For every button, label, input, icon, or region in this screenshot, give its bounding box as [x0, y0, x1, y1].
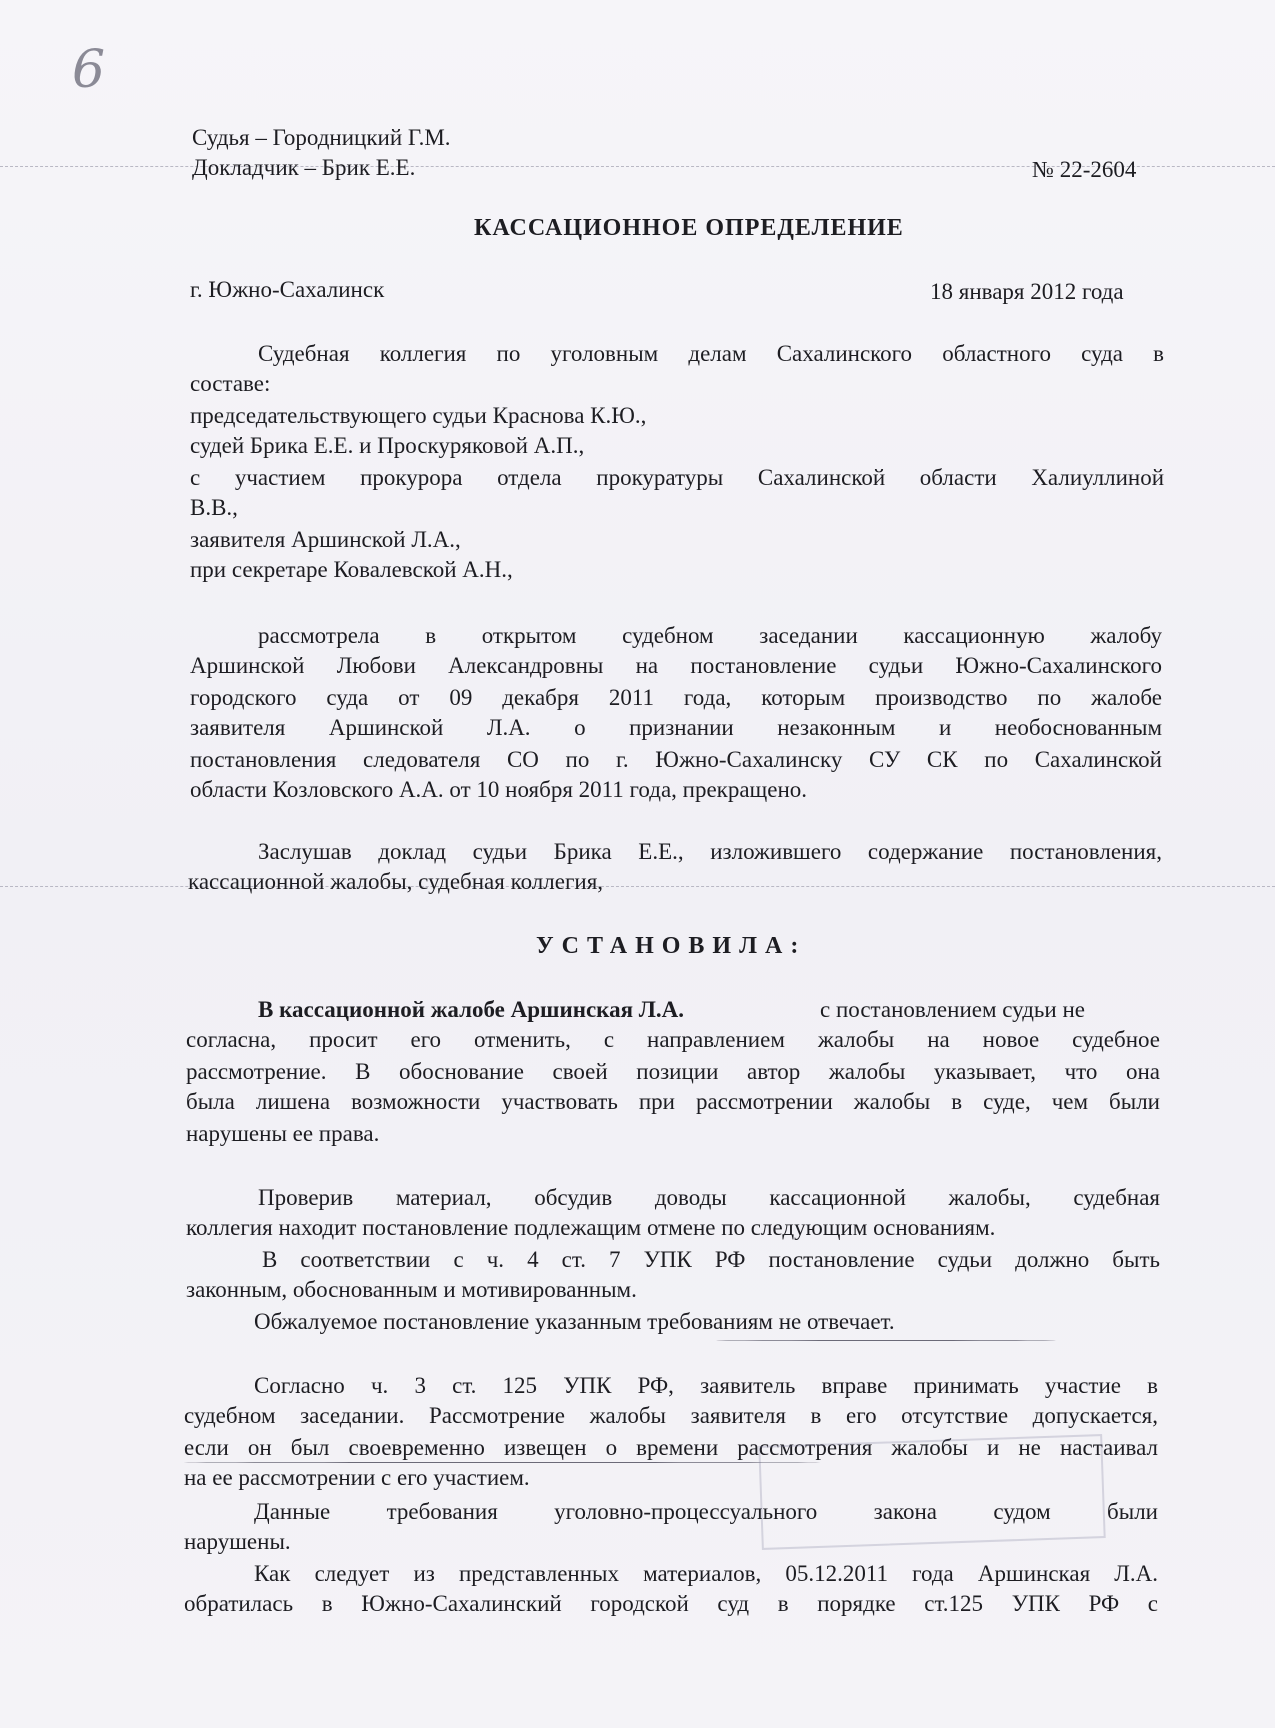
considered-line: области Козловского А.А. от 10 ноября 2011 года, прекращено.	[190, 777, 808, 802]
complaint-line: рассмотрение. В обоснование своей позиции автор жалобы указывает, что она	[186, 1059, 1160, 1084]
law-line: Согласно ч. 3 ст. 125 УПК РФ, заявитель вправе принимать участие в	[254, 1373, 1158, 1398]
composition-line: В.В.,	[190, 495, 238, 520]
review-line: Обжалуемое постановление указанным требованиям не отвечает.	[254, 1309, 895, 1334]
composition-line: Судебная коллегия по уголовным делам Сахалинского областного суда в	[258, 341, 1164, 366]
complaint-lead-bold: В кассационной жалобе Аршинская Л.А.	[258, 997, 685, 1022]
law-line: если он был своевременно извещен о времени рассмотрения жалобы и не настаивал	[184, 1435, 1158, 1460]
reporter-line: Докладчик – Брик Е.Е.	[192, 155, 416, 180]
heard-line: Заслушав доклад судьи Брика Е.Е., изложившего содержание постановления,	[258, 839, 1162, 864]
complaint-line: нарушены ее права.	[186, 1121, 380, 1146]
considered-line: заявителя Аршинской Л.А. о признании незаконным и необоснованным	[190, 715, 1162, 740]
review-line: коллегия находит постановление подлежащим отмене по следующим основаниям.	[186, 1215, 996, 1240]
document-title: КАССАЦИОННОЕ ОПРЕДЕЛЕНИЕ	[474, 215, 904, 241]
considered-line: рассмотрела в открытом судебном заседании кассационную жалобу	[258, 623, 1162, 648]
law-line: нарушены.	[184, 1529, 291, 1554]
section-heading: УСТАНОВИЛА:	[536, 933, 807, 959]
composition-line: при секретаре Ковалевской А.Н.,	[190, 557, 513, 582]
law-line: судебном заседании. Рассмотрение жалобы заявителя в его отсутствие допускается,	[184, 1403, 1158, 1428]
place: г. Южно-Сахалинск	[190, 277, 385, 302]
law-line: Данные требования уголовно-процессуального закона судом были	[254, 1499, 1158, 1524]
composition-line: составе:	[190, 371, 271, 396]
review-line: Проверив материал, обсудив доводы кассационной жалобы, судебная	[258, 1185, 1160, 1210]
handwritten-page-mark: 6	[72, 40, 106, 100]
considered-line: Аршинской Любови Александровны на постановление судьи Южно-Сахалинского	[190, 653, 1162, 678]
complaint-line: была лишена возможности участвовать при рассмотрении жалобы в суде, чем были	[186, 1089, 1160, 1114]
considered-line: постановления следователя СО по г. Южно-Сахалинску СУ СК по Сахалинской	[190, 747, 1162, 772]
law-line: обратилась в Южно-Сахалинский городской суд в порядке ст.125 УПК РФ с	[184, 1591, 1158, 1616]
composition-line: заявителя Аршинской Л.А.,	[190, 527, 461, 552]
pen-underline	[716, 1340, 1056, 1341]
composition-line: с участием прокурора отдела прокуратуры Сахалинской области Халиуллиной	[190, 465, 1164, 490]
complaint-lead	[258, 994, 696, 1026]
heard-line: кассационной жалобы, судебная коллегия,	[188, 869, 604, 894]
review-line: законным, обоснованным и мотивированным.	[186, 1277, 637, 1302]
complaint-line: с постановлением судьи не	[820, 997, 1085, 1022]
case-number: № 22-2604	[1032, 157, 1137, 182]
considered-line: городского суда от 09 декабря 2011 года, которым производство по жалобе	[190, 685, 1162, 710]
judge-line: Судья – Городницкий Г.М.	[192, 125, 451, 150]
complaint-line: согласна, просит его отменить, с направлением жалобы на новое судебное	[186, 1027, 1160, 1052]
law-line: на ее рассмотрении с его участием.	[184, 1465, 530, 1490]
date: 18 января 2012 года	[930, 279, 1124, 304]
law-line: Как следует из представленных материалов, 05.12.2011 года Аршинская Л.А.	[254, 1561, 1158, 1586]
composition-line: председательствующего судьи Краснова К.Ю.,	[190, 403, 647, 428]
faded-stamp	[758, 1434, 1105, 1550]
review-line: В соответствии с ч. 4 ст. 7 УПК РФ постановление судьи должно быть	[262, 1247, 1160, 1272]
composition-line: судей Брика Е.Е. и Проскуряковой А.П.,	[190, 433, 585, 458]
